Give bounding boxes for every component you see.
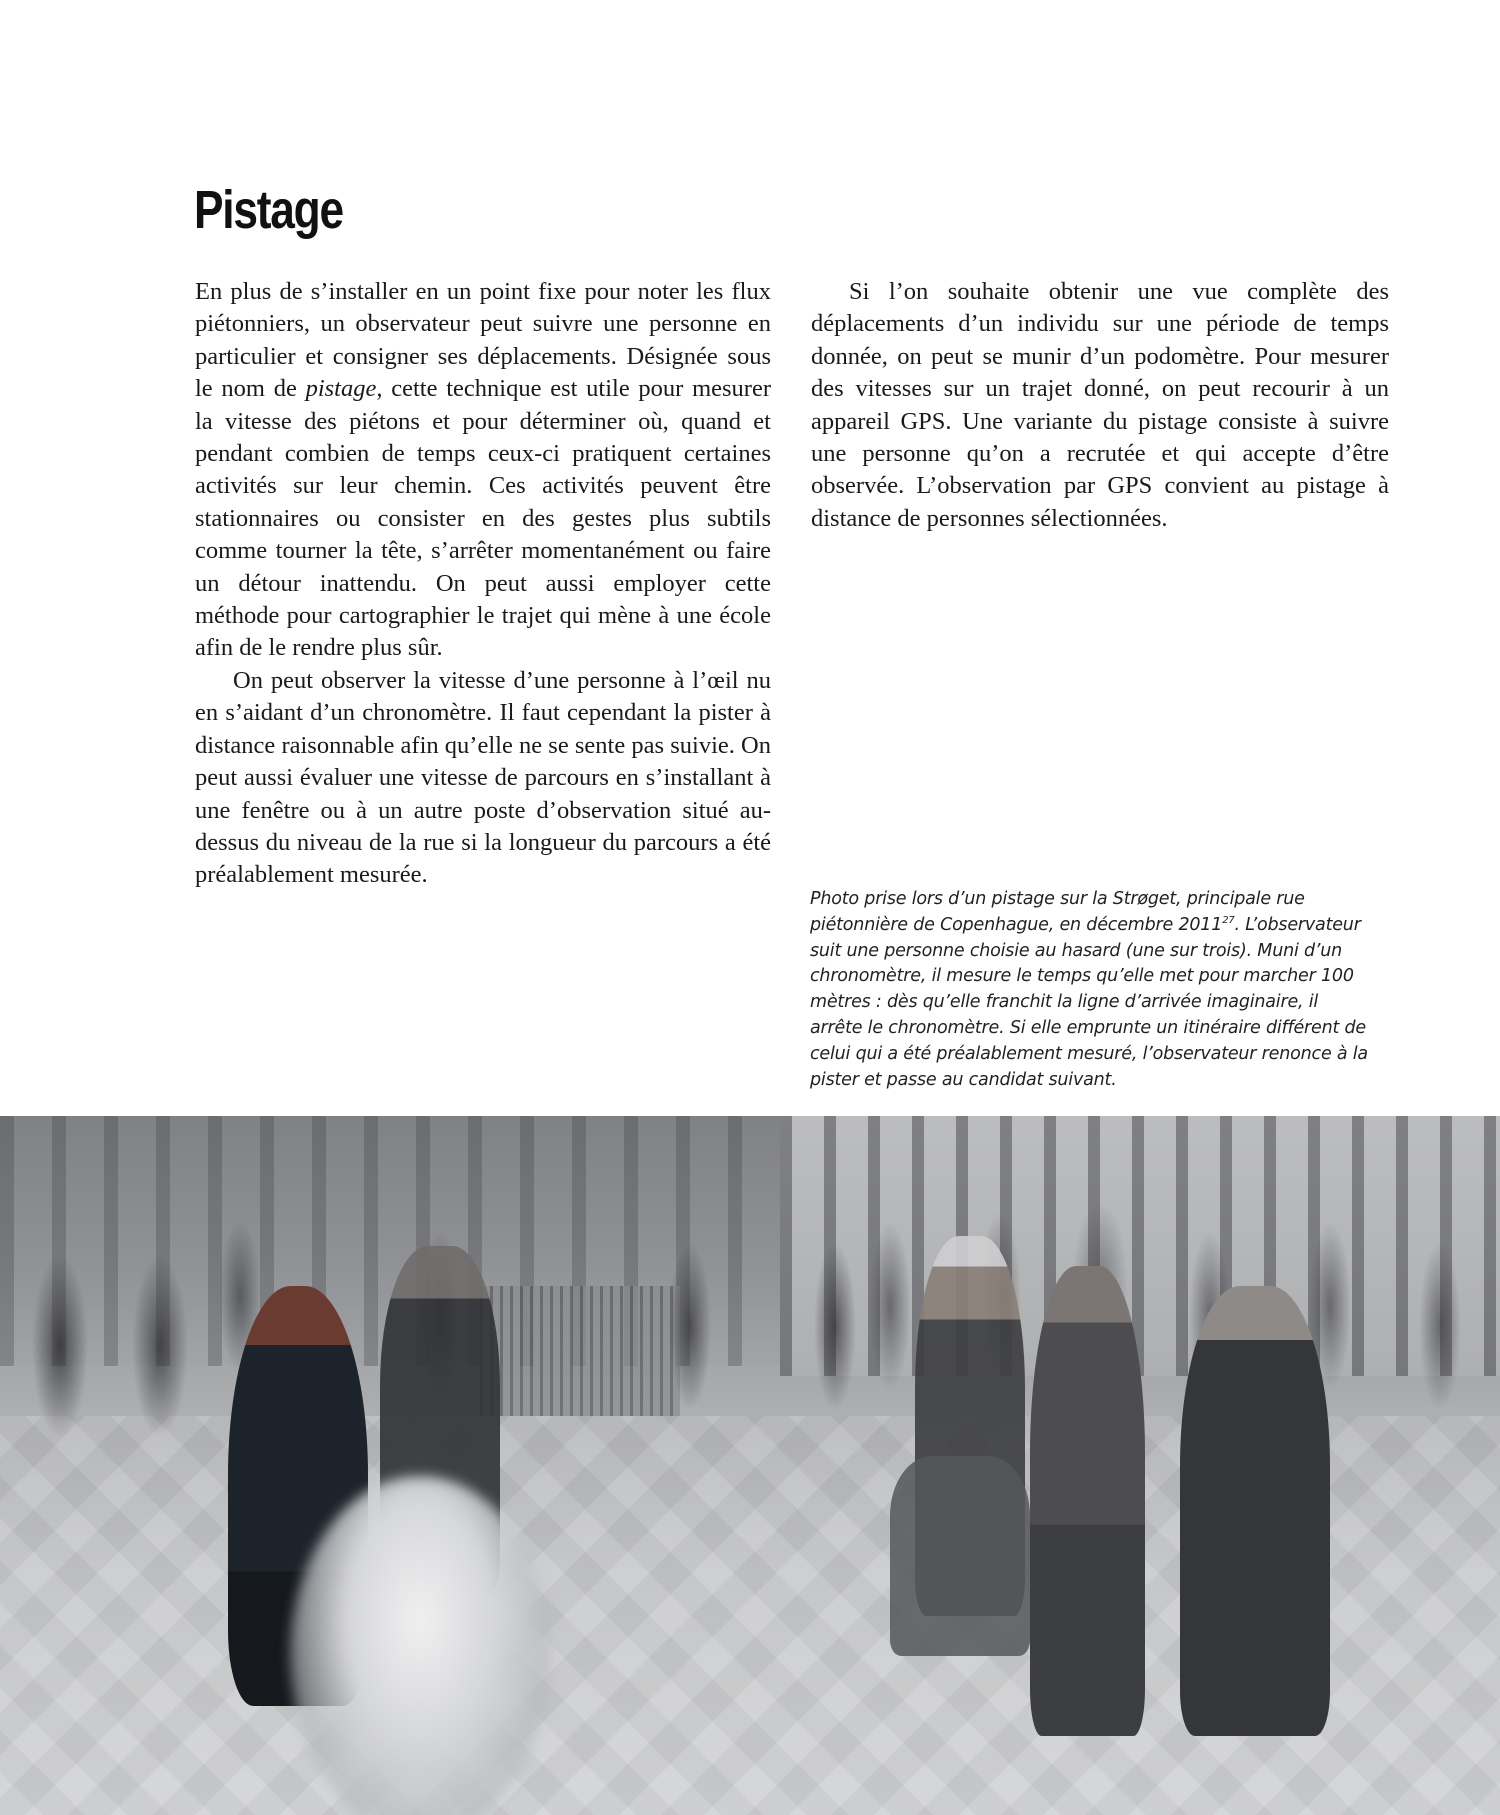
street-photo (0, 1116, 1500, 1815)
footnote-reference: 27 (1222, 914, 1235, 926)
body-column-right (811, 276, 1389, 535)
photo-man-walking (1180, 1286, 1330, 1736)
photo-caption (810, 887, 1370, 1093)
caption-text: . L’observateur suit une personne choisie au hasard (une sur trois). Muni d’un chronomètre, il mesure le temps qu’elle met pour marcher 100 mètres : dès qu’elle franchit la ligne d’arrivée imaginaire, il arrête le chronomètre. Si elle emprunte un itinéraire différent de celui qui a été préalablement mesuré, l’observateur renonce à la pister et passe au candidat suivant. (810, 914, 1368, 1090)
body-column-left (195, 276, 771, 892)
photo-stroller (890, 1456, 1030, 1656)
paragraph-3: Si l’on souhaite obtenir une vue complète des déplacements d’un individu sur une période de temps donnée, on peut se munir d’un podomètre. Pour mesurer des vitesses sur un trajet donné, on peut recourir à un appareil GPS. Une variante du pistage consiste à suivre une personne qu’on a recrutée et qui accepte d’être observée. L’observation par GPS convient au pistage à distance de personnes sélectionnées. (811, 278, 1389, 532)
caption-text: Photo prise lors d’un pistage sur la Strøget, principale rue piétonnière de Copenhague, en décembre 2011 (810, 889, 1305, 935)
photo-woman-walking (1030, 1266, 1145, 1736)
page-title: Pistage (194, 180, 343, 240)
emphasis-term: pistage (305, 375, 377, 403)
paragraph-text: En plus de s’installer en un point fixe pour noter les flux piétonniers, un observateur peut suivre une personne en particulier et consigner ses déplacements. Désignée sous le nom de (195, 278, 771, 403)
photo-blurred-foreground-head (290, 1476, 550, 1815)
paragraph-1 (195, 276, 771, 665)
paragraph-text: , cette technique est utile pour mesurer la vitesse des piétons et pour déterminer où, quand et pendant combien de temps ceux-ci pratiquent certaines activités sur leur chemin. Ces activités peuvent être stationnaires ou consister en des gestes plus subtils comme tourner la tête, s’arrêter momentanément ou faire un détour inattendu. On peut aussi employer cette méthode pour cartographier le trajet qui mène à une école afin de le rendre plus sûr. (195, 375, 771, 662)
paragraph-2: On peut observer la vitesse d’une personne à l’œil nu en s’aidant d’un chronomètre. Il faut cependant la pister à distance raisonnable afin qu’elle ne se sente pas suivie. On peut aussi évaluer une vitesse de parcours en s’installant à une fenêtre ou à un autre poste d’observation situé au-dessus du niveau de la rue si la longueur du parcours a été préalablement mesurée. (195, 666, 771, 889)
